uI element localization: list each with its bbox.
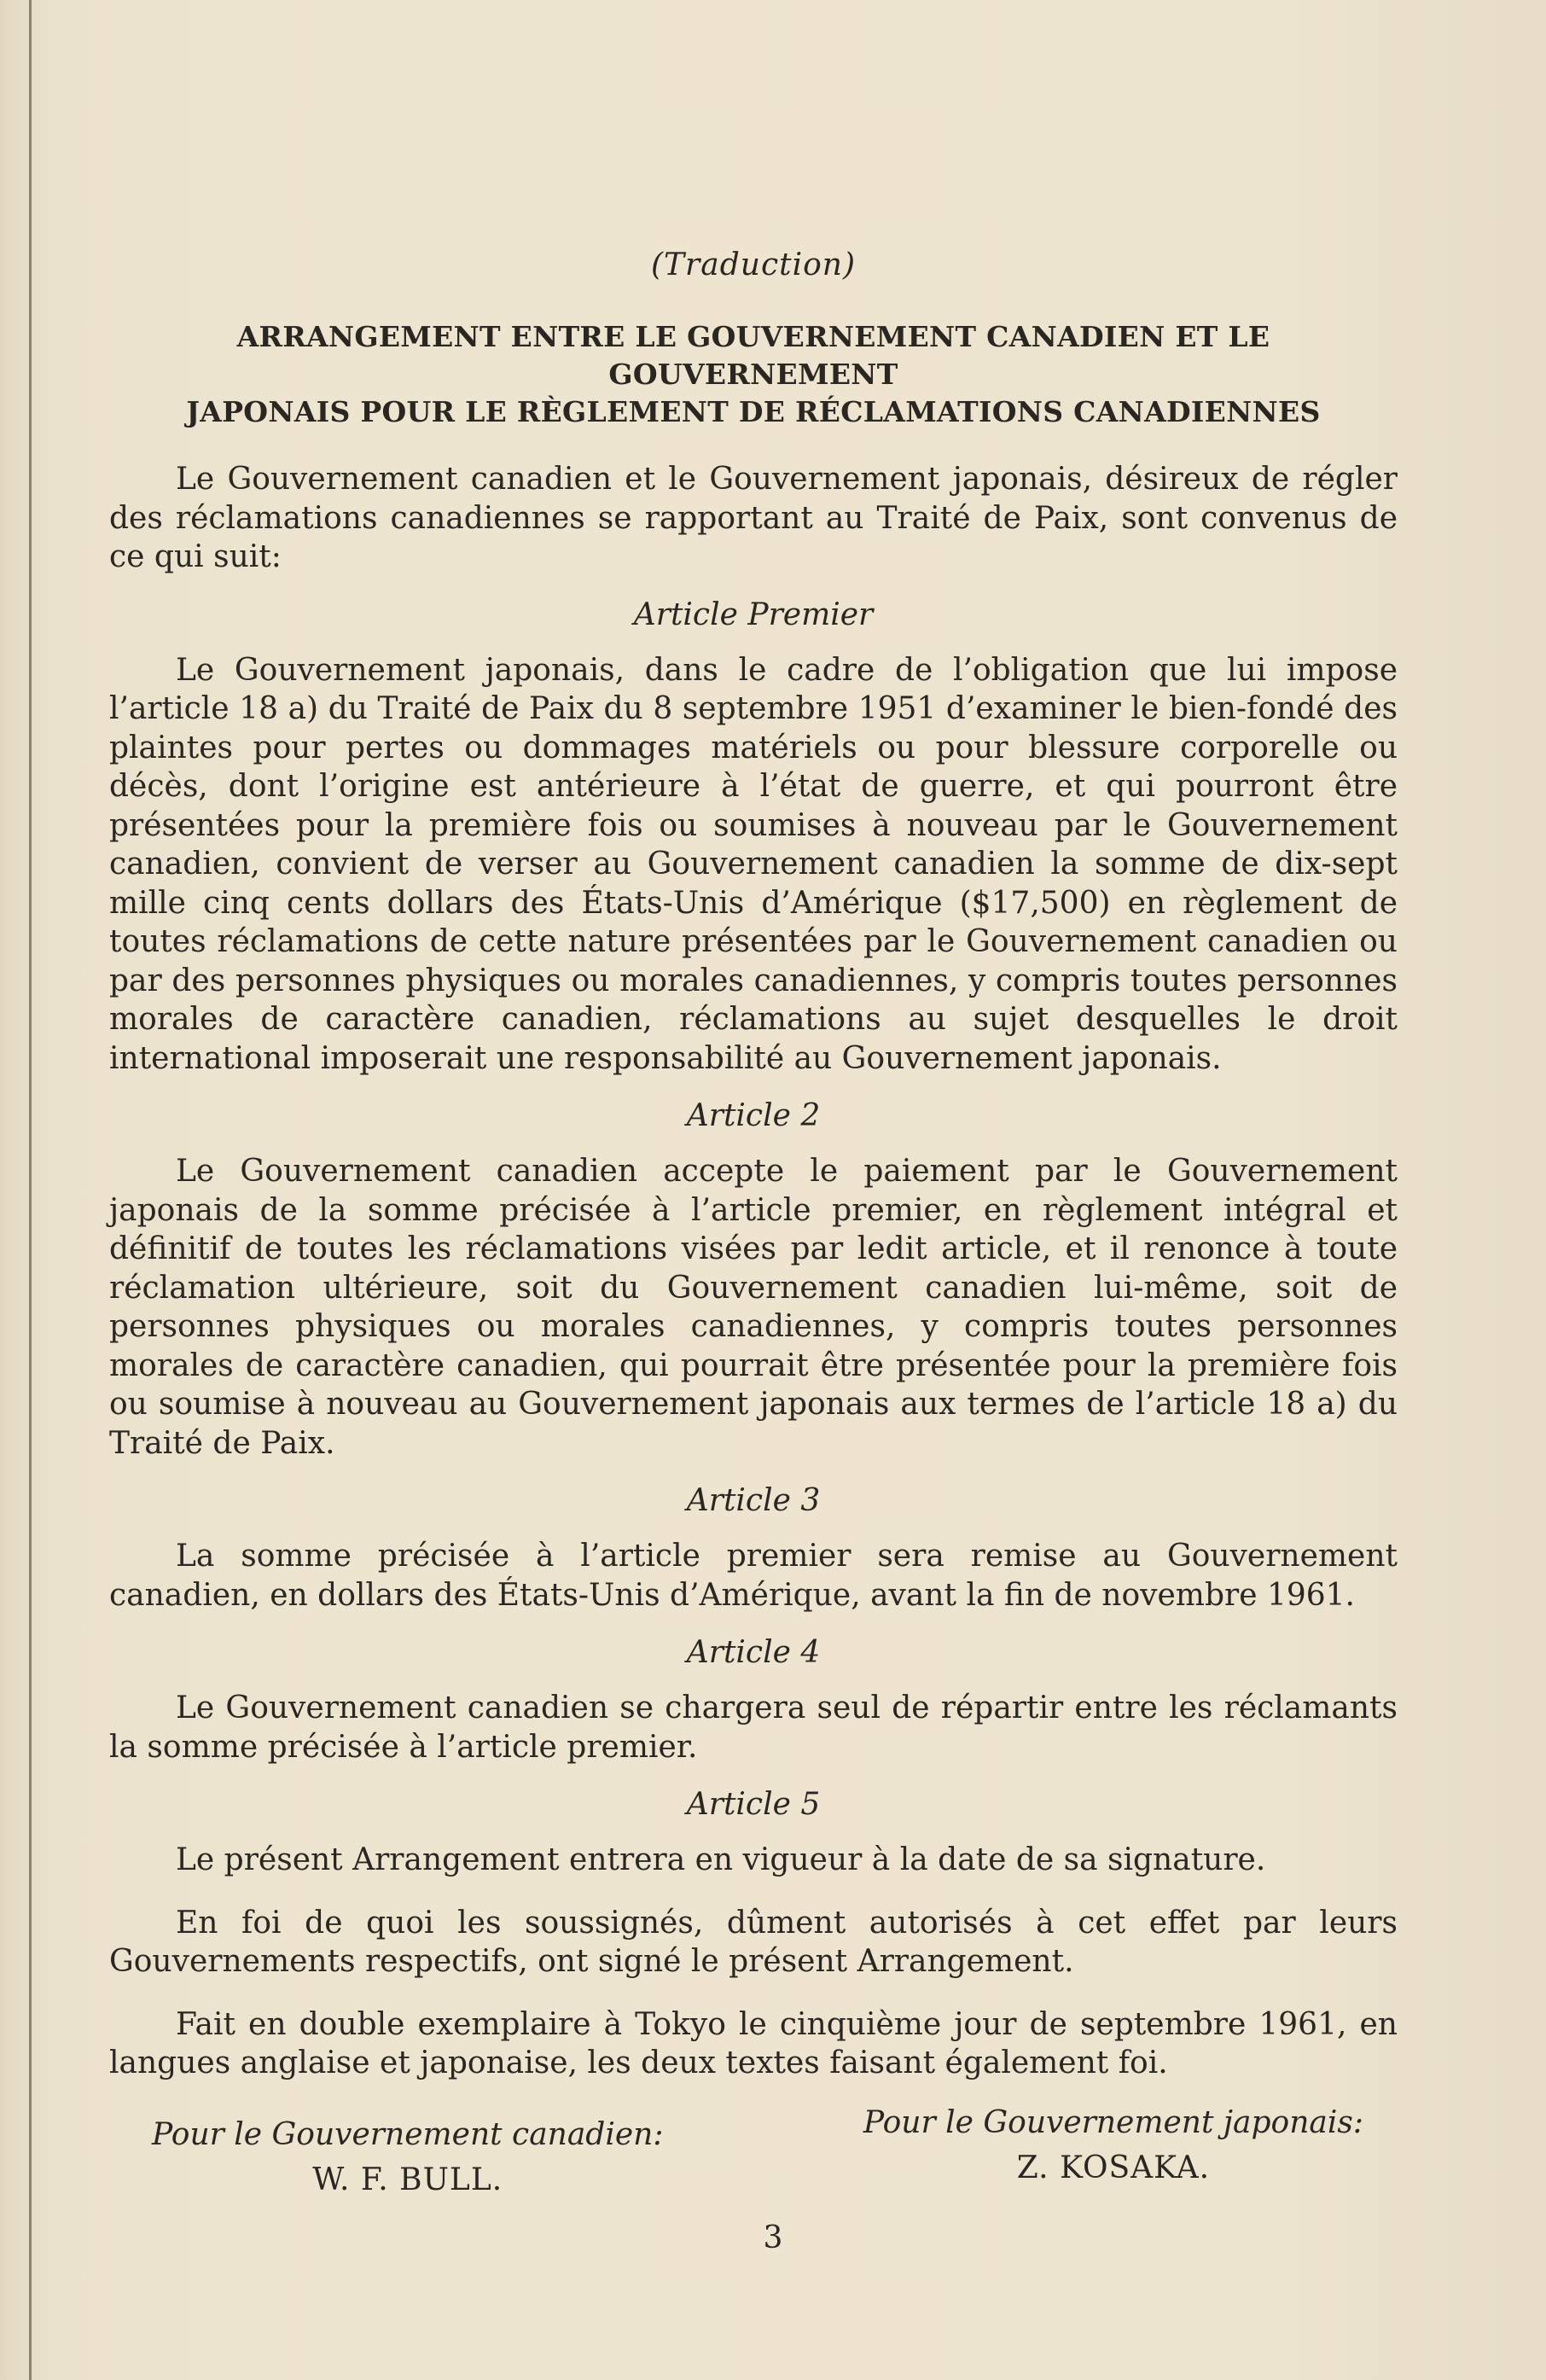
- article-3-heading: Article 3: [686, 1483, 821, 1518]
- article-5-paragraph: Le présent Arrangement entrera en vigueur à la date de sa signature.: [176, 1842, 1266, 1877]
- done-at-paragraph: Fait en double exemplaire à Tokyo le cinquième jour de septembre 1961, en langues anglaise et japonaise, les deux textes faisant également foi.: [109, 2006, 1398, 2080]
- page-edge-line: [29, 0, 32, 2380]
- article-3-paragraph: La somme précisée à l’article premier sera remise au Gouvernement canadien, en dollars des États-Unis d’Amérique, avant la fin de novembre 1961.: [109, 1539, 1398, 1613]
- signature-japan: [863, 2105, 1363, 2197]
- signature-japan-name: Z. KOSAKA.: [1016, 2150, 1211, 2185]
- article-1-paragraph: Le Gouvernement japonais, dans le cadre de l’obligation que lui impose l’article 18 a) du Traité de Paix du 8 septembre 1951 d’examiner le bien-fondé des plaintes pour pertes ou dommages matériels ou pour blessure corporelle ou décès, dont l’origine est antérieure à l’état de guerre, et qui pourront être présentées pour la première fois ou soumises à nouveau par le Gouvernement canadien, convient de verser au Gouvernement canadien la somme de dix-sept mille cinq cents dollars des États-Unis d’Amérique ($17,500) en règlement de toutes réclamations de cette nature présentées par le Gouvernement canadien ou par des personnes physiques ou morales canadiennes, y compris toutes personnes morales de caractère canadien, réclamations au sujet desquelles le droit international imposerait une responsabilité au Gouvernement japonais.: [109, 652, 1398, 1076]
- title-line-2: JAPONAIS POUR LE RÈGLEMENT DE RÉCLAMATIONS CANADIENNES: [186, 395, 1321, 428]
- article-4-paragraph: Le Gouvernement canadien se chargera seul de répartir entre les réclamants la somme précisée à l’article premier.: [109, 1690, 1398, 1765]
- article-2-heading: Article 2: [686, 1098, 821, 1133]
- traduction-label: (Traduction): [650, 247, 856, 282]
- signature-canada: [152, 2117, 663, 2197]
- page-number: 3: [763, 2220, 783, 2255]
- article-5-heading: Article 5: [686, 1787, 821, 1822]
- article-2-paragraph: Le Gouvernement canadien accepte le paiement par le Gouvernement japonais de la somme précisée à l’article premier, en règlement intégral et définitif de toutes les réclamations visées par ledit article, et il renonce à toute réclamation ultérieure, soit du Gouvernement canadien lui-même, soit de personnes physiques ou morales canadiennes, y compris toutes personnes morales de caractère canadien, qui pourrait être présentée pour la première fois ou soumise à nouveau au Gouvernement japonais aux termes de l’article 18 a) du Traité de Paix.: [109, 1154, 1398, 1461]
- signature-canada-label: Pour le Gouvernement canadien:: [152, 2116, 664, 2152]
- signature-canada-name: W. F. BULL.: [312, 2162, 503, 2197]
- document-body: [109, 247, 1398, 2197]
- in-witness-paragraph: En foi de quoi les soussignés, dûment autorisés à cet effet par leurs Gouvernements respectifs, ont signé le présent Arrangement.: [109, 1905, 1398, 1979]
- article-4-heading: Article 4: [686, 1635, 821, 1670]
- signature-japan-label: Pour le Gouvernement japonais:: [863, 2104, 1363, 2140]
- title-line-1: ARRANGEMENT ENTRE LE GOUVERNEMENT CANADIEN ET LE GOUVERNEMENT: [236, 320, 1270, 391]
- document-title: [109, 318, 1398, 431]
- signature-block: [109, 2104, 1398, 2197]
- preamble-paragraph: Le Gouvernement canadien et le Gouvernement japonais, désireux de régler des réclamations canadiennes se rapportant au Traité de Paix, sont convenus de ce qui suit:: [109, 462, 1398, 574]
- article-1-heading: Article Premier: [633, 596, 874, 632]
